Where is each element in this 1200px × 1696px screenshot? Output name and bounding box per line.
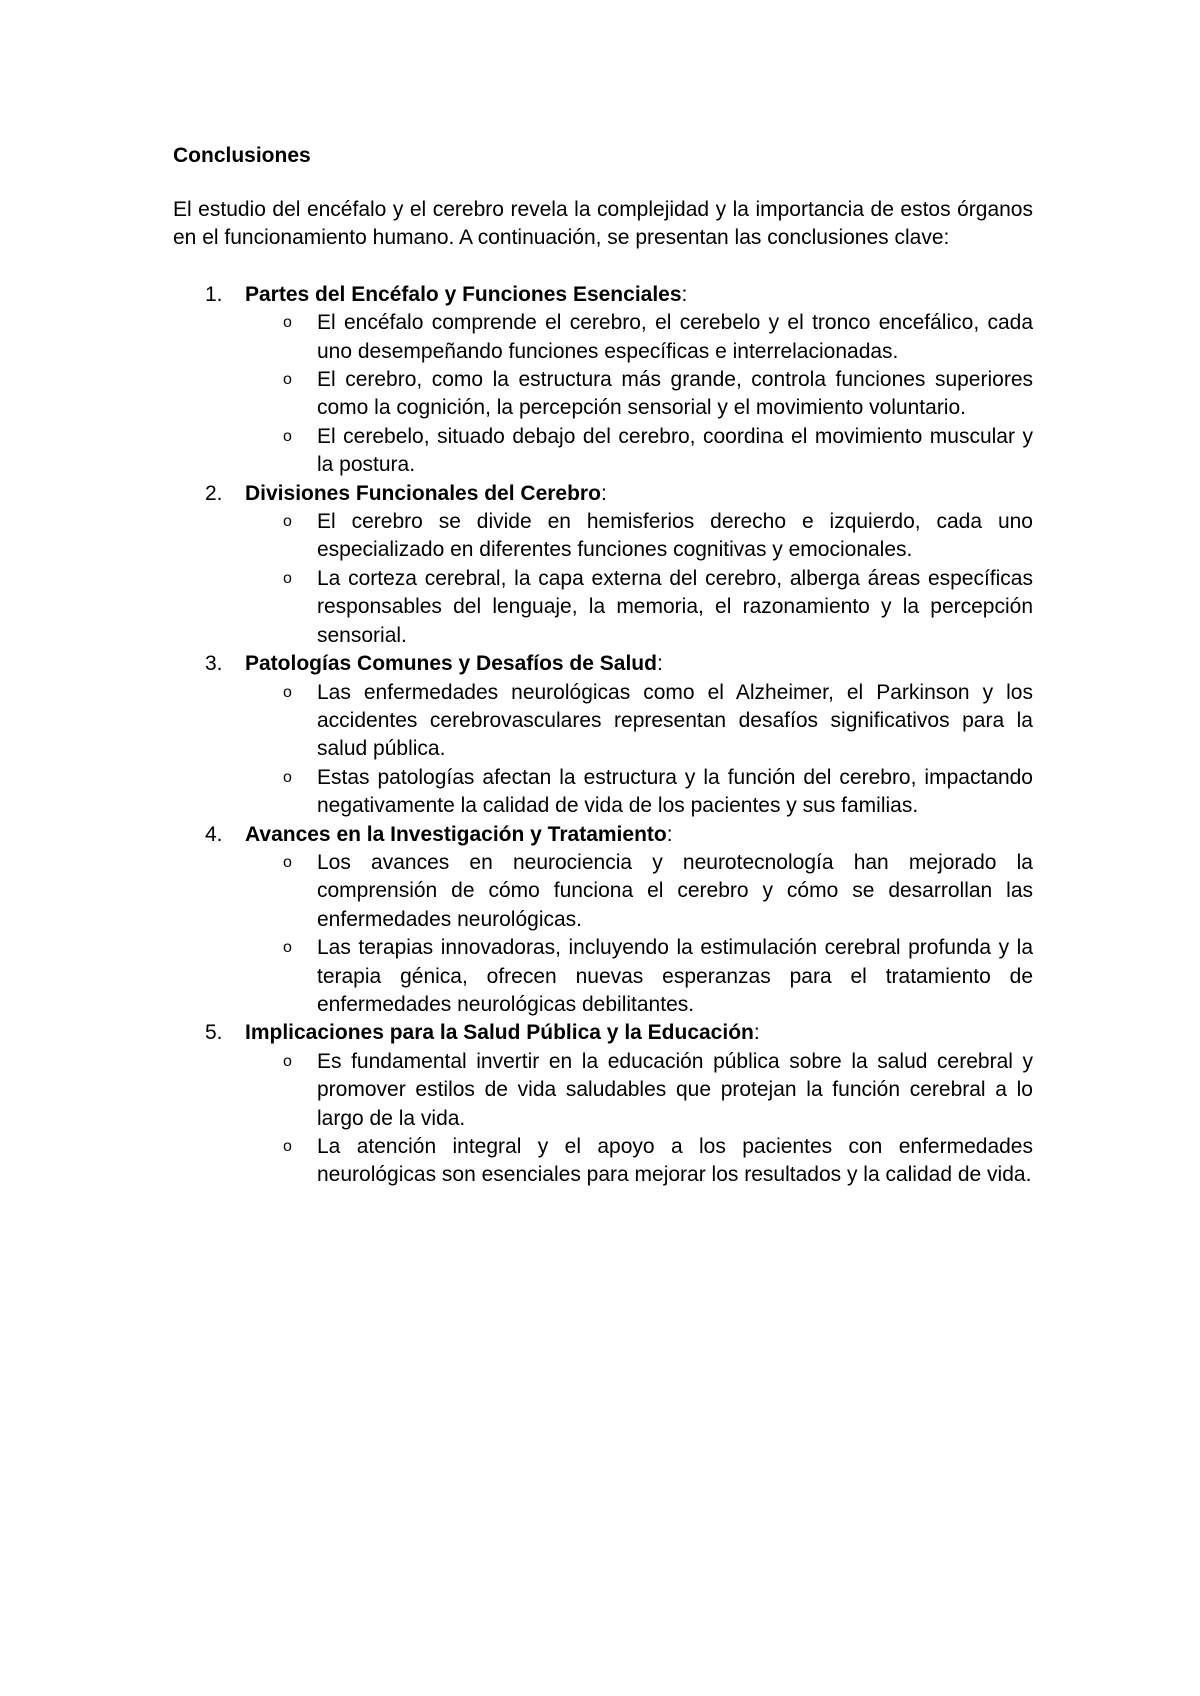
bullet-icon: o [283, 1138, 292, 1155]
section-number: 2. [205, 481, 223, 505]
point-text: El cerebelo, situado debajo del cerebro, coordina el movimiento muscular y la postura. [317, 424, 1033, 477]
section-title-colon: : [681, 282, 688, 306]
section-title: Implicaciones para la Salud Pública y la Educación [245, 1021, 754, 1045]
list-item [245, 366, 1033, 423]
point-text: Estas patologías afectan la estructura y la función del cerebro, impactando negativamente la calidad de vida de los pacientes y sus familias. [317, 765, 1033, 818]
section-title-line [245, 821, 1033, 849]
list-item [245, 679, 1033, 764]
section-title-line [245, 281, 1033, 309]
list-item [245, 849, 1033, 934]
document-page [173, 142, 1033, 1190]
bullet-icon: o [283, 853, 292, 871]
bullet-icon: o [283, 314, 292, 332]
point-text: La atención integral y el apoyo a los pacientes con enfermedades neurológicas son esenciales para mejorar los resultados y la calidad de vida. [317, 1135, 1033, 1187]
intro-paragraph: El estudio del encéfalo y el cerebro revela la complejidad y la importancia de estos órganos en el funcionamiento humano. A continuación, se presentan las conclusiones clave: [173, 198, 1033, 250]
section-item [173, 821, 1033, 1020]
section-points [245, 1048, 1033, 1190]
section-title-colon: : [753, 1021, 760, 1045]
section-title: Patologías Comunes y Desafíos de Salud [245, 652, 657, 676]
point-text: Es fundamental invertir en la educación pública sobre la salud cerebral y promover estilos de vida saludables que protejan la función cerebral a lo largo de la vida. [317, 1049, 1033, 1130]
bullet-icon: o [283, 371, 292, 389]
section-title: Divisiones Funcionales del Cerebro [245, 481, 601, 505]
bullet-icon: o [283, 427, 292, 445]
section-number: 1. [205, 282, 223, 306]
list-item [245, 565, 1033, 650]
point-text: La corteza cerebral, la capa externa del cerebro, alberga áreas específicas responsables del lenguaje, la memoria, el razonamiento y la percepción sensorial. [317, 566, 1033, 647]
list-item [245, 1133, 1033, 1190]
section-number: 4. [205, 822, 223, 846]
list-item [245, 423, 1033, 480]
list-item [245, 764, 1033, 821]
section-title-line [245, 650, 1033, 678]
section-title-colon: : [600, 481, 607, 505]
point-text: El cerebro se divide en hemisferios derecho e izquierdo, cada uno especializado en diferentes funciones cognitivas y emocionales. [317, 510, 1033, 562]
page-title: Conclusiones [173, 144, 311, 167]
list-item [245, 508, 1033, 565]
point-text: El cerebro, como la estructura más grande, controla funciones superiores como la cognición, la percepción sensorial y el movimiento voluntario. [317, 368, 1033, 420]
section-title-line [245, 1019, 1033, 1047]
section-title-line [245, 480, 1033, 508]
section-item [173, 480, 1033, 650]
section-item [173, 1019, 1033, 1189]
section-title-colon: : [666, 822, 673, 846]
list-item [245, 309, 1033, 366]
section-title-colon: : [656, 652, 663, 676]
bullet-icon: o [283, 513, 292, 531]
conclusions-list [173, 281, 1033, 1190]
section-points [245, 508, 1033, 650]
bullet-icon: o [283, 683, 292, 701]
bullet-icon: o [283, 939, 292, 957]
section-points [245, 679, 1033, 821]
bullet-icon: o [283, 1052, 292, 1070]
section-number: 3. [205, 652, 223, 676]
list-item [245, 1048, 1033, 1133]
point-text: Los avances en neurociencia y neurotecnología han mejorado la comprensión de cómo funciona el cerebro y cómo se desarrollan las enfermedades neurológicas. [317, 850, 1033, 931]
section-points [245, 309, 1033, 479]
section-item [173, 650, 1033, 820]
section-number: 5. [205, 1021, 223, 1045]
point-text: Las enfermedades neurológicas como el Alzheimer, el Parkinson y los accidentes cerebrovasculares representan desafíos significativos para la salud pública. [317, 680, 1033, 761]
section-item [173, 281, 1033, 480]
bullet-icon: o [283, 569, 292, 587]
point-text: Las terapias innovadoras, incluyendo la estimulación cerebral profunda y la terapia génica, ofrecen nuevas esperanzas para el tratamiento de enfermedades neurológicas debilitantes. [317, 936, 1033, 1016]
bullet-icon: o [283, 768, 292, 786]
section-title: Avances en la Investigación y Tratamiento [245, 822, 667, 846]
section-title: Partes del Encéfalo y Funciones Esenciales [245, 282, 682, 306]
list-item [245, 934, 1033, 1019]
section-points [245, 849, 1033, 1019]
point-text: El encéfalo comprende el cerebro, el cerebelo y el tronco encefálico, cada uno desempeñando funciones específicas e interrelacionadas. [317, 311, 1033, 363]
